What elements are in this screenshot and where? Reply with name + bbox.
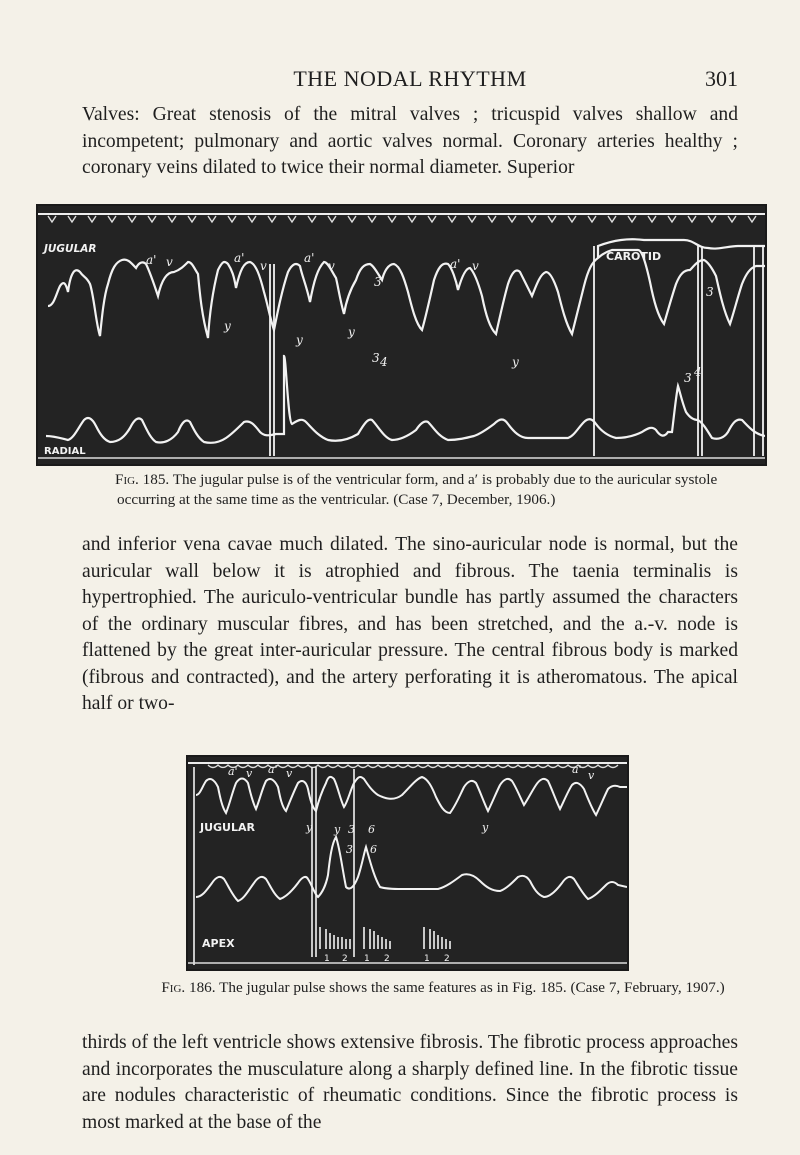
figure-185-tracing [38,206,765,464]
caption-185 [117,470,749,510]
mark-y-3: y [348,325,355,339]
mark-4-2: 4 [694,365,702,379]
mark-6-1: 6 [368,823,375,836]
running-head: THE NODAL RHYTHM [293,66,527,91]
figure-186-tracing [188,757,627,969]
figure-186 [186,755,629,971]
label-radial: RADIAL [44,446,86,457]
mark-v-3: v [328,259,335,273]
label-jugular: JUGULAR [200,821,255,834]
page-header [82,66,738,94]
mark-1-c: 1 [424,954,430,964]
mark-1-a: 1 [324,954,330,964]
paragraph-2: and inferior vena cavae much dilated. The sino-auricular node is normal, but the auricular wall below it is atrophied and fibrous. The taenia terminalis is hypertrophied. The auriculo-ventricular bundle has partly assumed the characters of the ordinary muscular fibres, and has been stretched, and the a.-v. node is flattened by the great inter-auricular pressure. The central fibrous body is marked (fibrous and contracted), and the artery perforating it is atheromatous. The apical half or two- [82,534,738,714]
figure-185 [36,204,767,466]
mark-y-4: y [512,355,519,369]
mark-v-2: v [286,767,293,780]
mark-2-b: 2 [384,954,390,964]
mark-3-1: 3 [348,823,355,836]
label-carotid: CAROTID [606,250,662,263]
mark-a-1: a' [146,253,157,267]
mark-3-4: 3 [684,371,692,385]
mark-y-1: y [306,821,313,834]
mark-v-3: v [588,769,595,782]
paragraph-1: Valves: Great stenosis of the mitral valves ; tricuspid valves shallow and incompetent; pulmonary and aortic valves normal. Coronary arteries healthy ; coronary veins dilated to twice their normal diameter. Superior [82,104,738,178]
mark-y-3: y [482,821,489,834]
label-apex: APEX [202,937,235,950]
mark-a-4: a' [450,257,461,271]
mark-a-3: a' [572,763,582,776]
mark-a-3: a' [304,251,315,265]
caption-185-text: The jugular pulse is of the ventricular form, and a′ is probably due to the auricular systole occurring at the same time as the ventricular. (Case 7, December, 1906.) [117,471,718,508]
mark-4-1: 4 [380,355,388,369]
mark-v-4: v [472,259,479,273]
mark-3-3: 3 [706,285,714,299]
mark-2-a: 2 [342,954,348,964]
page-number: 301 [705,66,738,91]
label-jugular: JUGULAR [44,243,97,255]
mark-3-2: 3 [346,843,353,856]
mark-3-1: 3 [374,275,382,289]
paragraph-3: thirds of the left ventricle shows extensive fibrosis. The fibrotic process approaches and incorporates the musculature along a sharply defined line. In the fibrotic tissue are nodules characteristic of rheumatic conditions. Since the fibrotic process is most marked at the base of the [82,1032,738,1133]
caption-186 [138,978,748,998]
mark-v-2: v [260,259,267,273]
mark-3-2: 3 [372,351,380,365]
mark-v-1: v [166,255,173,269]
mark-6-2: 6 [370,843,377,856]
mark-y-2: y [296,333,303,347]
mark-1-b: 1 [364,954,370,964]
mark-y-2: y [334,823,341,836]
mark-a-1: a' [228,765,238,778]
caption-186-label: Fig. 186. [161,979,216,996]
caption-186-text: The jugular pulse shows the same features as in Fig. 185. (Case 7, February, 1907.) [219,979,725,996]
mark-a-2: a' [234,251,245,265]
caption-185-label: Fig. 185. [115,471,170,488]
mark-2-c: 2 [444,954,450,964]
mark-v-1: v [246,767,253,780]
mark-y-1: y [224,319,231,333]
mark-a-2: a' [268,763,278,776]
